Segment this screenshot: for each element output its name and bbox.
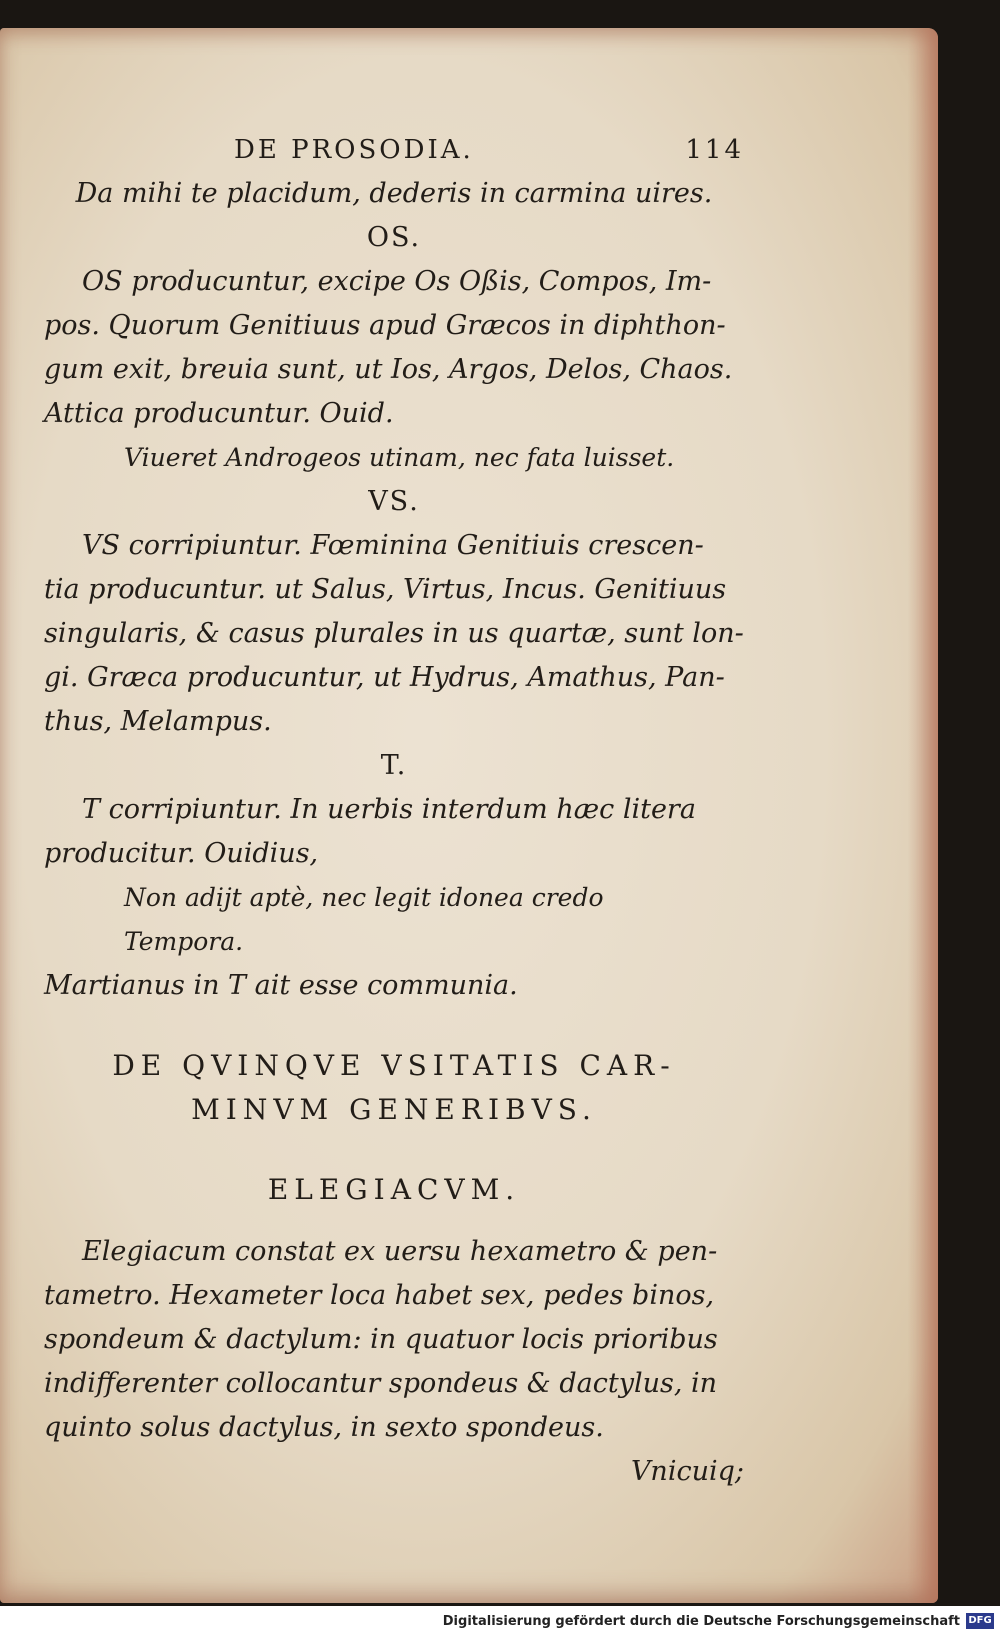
text-line: Martianus in T ait esse communia.: [44, 970, 518, 1001]
page-edge-shading: [908, 28, 938, 1603]
subheading: ELEGIACVM.: [267, 1173, 521, 1206]
page-number: 114: [685, 135, 744, 165]
text-line: Attica producuntur. Ouid.: [44, 398, 394, 429]
paragraph-line: spondeum & dactylum: in quatuor locis prioribus: [44, 1324, 718, 1355]
section-label-t: T.: [380, 750, 408, 781]
verse-line: Non adijt aptè, nec legit idonea credo: [124, 883, 604, 912]
section-heading-line: MINVM GENERIBVS.: [191, 1093, 597, 1126]
verse-line: Da mihi te placidum, dederis in carmina uires.: [75, 178, 713, 209]
text-line: pos. Quorum Genitiuus apud Græcos in diphthon-: [44, 310, 726, 341]
text-line: singularis, & casus plurales in us quartæ, sunt lon-: [44, 618, 744, 649]
verse-line: Tempora.: [124, 927, 244, 956]
text-line: VS corripiuntur. Fœminina Genitiuis crescen-: [82, 530, 704, 561]
text-line: gum exit, breuia sunt, ut Ios, Argos, Delos, Chaos.: [44, 354, 733, 385]
footer-credit: Digitalisierung gefördert durch die Deutsche Forschungsgemeinschaft: [442, 1614, 960, 1629]
text-line: producitur. Ouidius,: [44, 838, 319, 869]
text-line: OS producuntur, excipe Os Oßis, Compos, Im-: [82, 266, 712, 297]
running-title: DE PROSODIA.: [234, 135, 474, 165]
text-line: T corripiuntur. In uerbis interdum hæc litera: [82, 794, 696, 825]
page-text: [44, 128, 744, 1494]
section-label-os: OS.: [366, 222, 422, 253]
section-heading-line: DE QVINQVE VSITATIS CAR-: [112, 1049, 676, 1082]
dfg-logo-icon: DFG: [966, 1613, 994, 1629]
running-header: [44, 128, 744, 172]
paragraph-line: indifferenter collocantur spondeus & dactylus, in: [44, 1368, 718, 1399]
paragraph-line: quinto solus dactylus, in sexto spondeus.: [44, 1412, 604, 1443]
text-line: gi. Græca producuntur, ut Hydrus, Amathus, Pan-: [44, 662, 725, 693]
section-label-vs: VS.: [368, 486, 420, 517]
paragraph-line: Elegiacum constat ex uersu hexametro & pen-: [82, 1236, 718, 1267]
catchword: Vnicuiq;: [630, 1456, 744, 1487]
text-line: tia producuntur. ut Salus, Virtus, Incus. Genitiuus: [44, 574, 727, 605]
digitization-footer: [0, 1606, 1000, 1638]
paragraph-line: tametro. Hexameter loca habet sex, pedes binos,: [44, 1280, 715, 1311]
book-page: [0, 28, 938, 1603]
text-line: thus, Melampus.: [44, 706, 272, 737]
verse-line: Viueret Androgeos utinam, nec fata luisset.: [124, 443, 675, 472]
